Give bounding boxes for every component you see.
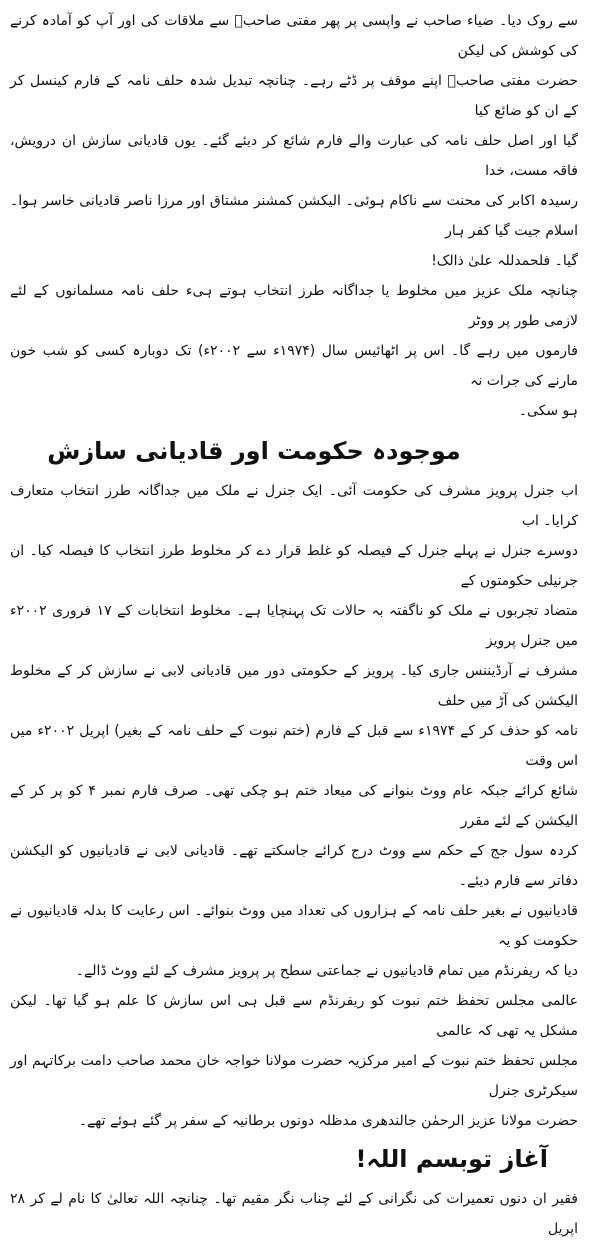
text-line: ہو سکی۔ bbox=[518, 403, 578, 419]
text-line: مجلس تحفظ ختم نبوت کے امیر مرکزیہ حضرت مولانا خواجہ خان محمد صاحب دامت برکاتہم اور سیکرٹری جنرل bbox=[10, 1053, 578, 1099]
text-line: حضرت مفتی صاحبؒ اپنے موقف پر ڈٹے رہے۔ چنانچہ تبدیل شدہ حلف نامہ کے فارم کینسل کر کے ان کو ضائع کیا bbox=[10, 73, 578, 119]
text-line: چنانچہ ملک عزیز میں مخلوط یا جداگانہ طرز انتخاب ہوتے ہیء حلف نامہ مسلمانوں کے لئے لازمی طور پر ووٹر bbox=[10, 283, 578, 329]
text-line: سے روک دیا۔ ضیاء صاحب نے واپسی پر پھر مفتی صاحبؒ سے ملاقات کی اور آپ کو آمادہ کرنے کی کوشش کی لیکن bbox=[10, 13, 578, 59]
paragraph-2 bbox=[10, 276, 578, 426]
paragraph-5 bbox=[10, 1184, 578, 1244]
text-line: فقیر ان دنوں تعمیرات کی نگرانی کے لئے چناب نگر مقیم تھا۔ چنانچہ اللہ تعالیٰ کا نام لے کر ۲۸ اپریل bbox=[10, 1191, 578, 1237]
text-line: مشرف نے آرڈیننس جاری کیا۔ پرویز کے حکومتی دور میں قادیانی لابی نے سازش کر کے مخلوط الیکشن کی آڑ میں حلف bbox=[10, 663, 578, 709]
section-heading: موجودہ حکومت اور قادیانی سازش bbox=[47, 437, 461, 465]
text-line: شائع کرائے جبکہ عام ووٹ بنوانے کی میعاد ختم ہو چکی تھی۔ صرف فارم نمبر ۴ کو پر کر کے الیکشن کے لئے مقرر bbox=[10, 783, 578, 829]
text-line: متضاد تجربوں نے ملک کو ناگفتہ بہ حالات تک پہنچایا ہے۔ مخلوط انتخابات کے ۱۷ فروری ۲۰۰۲ء میں جنرل پرویز bbox=[10, 603, 578, 649]
paragraph-4 bbox=[10, 986, 578, 1136]
text-line: رسیدہ اکابر کی محنت سے ناکام ہوئی۔ الیکشن کمشنر مشتاق اور مرزا ناصر قادیانی خاسر ہوا۔ اسلام جیت گیا کفر ہار bbox=[10, 193, 578, 239]
text-line: دیا کہ ریفرنڈم میں تمام قادیانیوں نے جماعتی سطح پر پرویز مشرف کے لئے ووٹ ڈالے۔ bbox=[75, 963, 578, 979]
text-line: گیا اور اصل حلف نامہ کی عبارت والے فارم شائع کر دیئے گئے۔ یوں قادیانی سازش ان درویش، فاقہ مست، خدا bbox=[10, 133, 578, 179]
text-line: قادیانیوں نے بغیر حلف نامہ کے ہزاروں کی تعداد میں ووٹ بنوائے۔ اس رعایت کا بدلہ قادیانیوں نے حکومت کو یہ bbox=[10, 903, 578, 949]
text-line: گیا۔ فلحمدللہ علیٰ ذالک! bbox=[431, 253, 578, 269]
paragraph-1 bbox=[10, 6, 578, 276]
text-line: عالمی مجلس تحفظ ختم نبوت کو ریفرنڈم سے قبل ہی اس سازش کا علم ہو گیا تھا۔ لیکن مشکل یہ تھی کہ عالمی bbox=[10, 993, 578, 1039]
text-line: کردہ سول جج کے حکم سے ووٹ درج کرائے جاسکتے تھے۔ قادیانی لابی نے قادیانیوں کو الیکشن دفاتر سے فارم دیئے۔ bbox=[10, 843, 578, 889]
text-line: نامہ کو حذف کر کے ۱۹۷۴ء سے قبل کے فارم (ختم نبوت کے حلف نامہ کے بغیر) اپریل ۲۰۰۲ء میں اس وقت bbox=[10, 723, 578, 769]
text-line: اب جنرل پرویز مشرف کی حکومت آئی۔ ایک جنرل نے ملک میں جداگانہ طرز انتخاب متعارف کرایا۔ اب bbox=[10, 483, 578, 529]
text-line: فارموں میں رہے گا۔ اس پر اٹھائیس سال (۱۹۷۴ء سے ۲۰۰۲ء) تک دوبارہ کسی کو شب خون مارنے کی جرات نہ bbox=[10, 343, 578, 389]
paragraph-3 bbox=[10, 476, 578, 986]
text-line: حضرت مولانا عزیز الرحمٰن جالندھری مدظلہ دونوں برطانیہ کے سفر پر گئے ہوئے تھے۔ bbox=[78, 1113, 578, 1129]
section-heading: آغاز توبسم اللہ! bbox=[355, 1145, 548, 1173]
text-line: دوسرے جنرل نے پہلے جنرل کے فیصلہ کو غلط قرار دے کر مخلوط طرز انتخاب کا فیصلہ کیا۔ ان جرنیلی حکومتوں کے bbox=[10, 543, 578, 589]
